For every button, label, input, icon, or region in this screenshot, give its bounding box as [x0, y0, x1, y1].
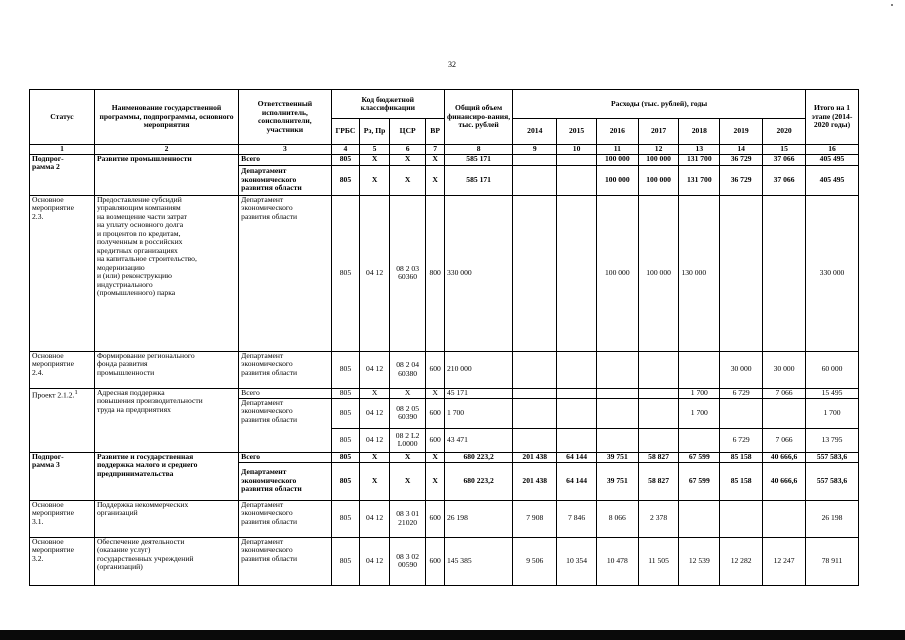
header-budget-code: Код бюджетной классификации	[331, 90, 444, 119]
year-cell: 8 066	[596, 500, 638, 537]
vr-cell: Х	[426, 388, 445, 398]
year-cell	[513, 195, 557, 351]
header-year: 2014	[513, 119, 557, 145]
year-cell: 30 000	[720, 351, 763, 388]
year-cell	[720, 398, 763, 428]
year-cell	[557, 165, 597, 195]
year-cell	[513, 388, 557, 398]
year-cell: 39 751	[596, 452, 638, 462]
column-number: 9	[513, 145, 557, 155]
stage-total-cell: 557 583,6	[806, 452, 859, 462]
header-status: Статус	[30, 90, 95, 145]
vr-cell: Х	[426, 452, 445, 462]
year-cell	[720, 500, 763, 537]
status-cell: Основное мероприятие 2.3.	[30, 195, 95, 351]
name-cell: Поддержка некоммерческих организаций	[94, 500, 238, 537]
grbs-cell: 805	[331, 398, 360, 428]
year-cell: 40 666,6	[763, 462, 806, 500]
year-cell: 6 729	[720, 388, 763, 398]
header-name: Наименование государственной программы, подпрограммы, основного мероприятия	[94, 90, 238, 145]
table-row	[30, 452, 859, 462]
year-cell	[763, 398, 806, 428]
year-cell: 100 000	[596, 154, 638, 165]
year-cell: 7 066	[763, 388, 806, 398]
column-number: 15	[763, 145, 806, 155]
status-cell	[30, 388, 95, 452]
header-year: 2019	[720, 119, 763, 145]
status-cell: Основное мероприятие 3.2.	[30, 537, 95, 585]
vr-cell: 600	[426, 351, 445, 388]
year-cell: 67 599	[679, 462, 720, 500]
year-cell	[513, 154, 557, 165]
year-cell: 7 066	[763, 428, 806, 452]
stage-total-cell: 330 000	[806, 195, 859, 351]
grbs-cell: 805	[331, 154, 360, 165]
csr-cell: Х	[389, 388, 425, 398]
column-number: 7	[426, 145, 445, 155]
total-cell: 680 223,2	[445, 452, 513, 462]
year-cell: 100 000	[596, 165, 638, 195]
vr-cell: 600	[426, 398, 445, 428]
total-cell: 45 171	[445, 388, 513, 398]
total-cell: 585 171	[445, 154, 513, 165]
csr-cell: 08 2 L2 L0000	[389, 428, 425, 452]
year-cell	[557, 351, 597, 388]
year-cell: 40 666,6	[763, 452, 806, 462]
column-number: 16	[806, 145, 859, 155]
vr-cell: Х	[426, 165, 445, 195]
year-cell: 100 000	[596, 195, 638, 351]
year-cell: 64 144	[557, 452, 597, 462]
total-cell: 1 700	[445, 398, 513, 428]
grbs-cell: 805	[331, 388, 360, 398]
rzpr-cell: Х	[360, 462, 390, 500]
table-row	[30, 537, 859, 585]
table-row	[30, 388, 859, 398]
year-cell	[679, 351, 720, 388]
year-cell: 131 700	[679, 165, 720, 195]
status-cell: Основное мероприятие 2.4.	[30, 351, 95, 388]
year-cell: 2 378	[638, 500, 679, 537]
name-cell: Развитие и государственная поддержка малого и среднего предпринимательства	[94, 452, 238, 500]
year-cell: 1 700	[679, 388, 720, 398]
stage-total-cell: 26 198	[806, 500, 859, 537]
year-cell	[557, 428, 597, 452]
grbs-cell: 805	[331, 452, 360, 462]
total-cell: 26 198	[445, 500, 513, 537]
stage-total-cell: 405 495	[806, 165, 859, 195]
executor-cell: Всего	[239, 388, 331, 398]
name-cell: Формирование регионального фонда развития промышленности	[94, 351, 238, 388]
name-cell: Предоставление субсидий управляющим компаниям на возмещение части затрат на уплату основного долга и процентов по кредитам, полученным в российских кредитных организациях на капитальное строительство, модернизацию и (или) реконструкцию индустриального (промышленного) парка	[94, 195, 238, 351]
column-number: 10	[557, 145, 597, 155]
column-number: 8	[445, 145, 513, 155]
vr-cell: 600	[426, 537, 445, 585]
year-cell: 100 000	[638, 154, 679, 165]
csr-cell: Х	[389, 452, 425, 462]
year-cell	[638, 388, 679, 398]
year-cell: 12 539	[679, 537, 720, 585]
column-number-row	[30, 145, 859, 155]
year-cell	[557, 154, 597, 165]
year-cell: 67 599	[679, 452, 720, 462]
column-number: 12	[638, 145, 679, 155]
budget-table	[29, 89, 859, 586]
executor-cell: Департамент экономического развития области	[239, 537, 331, 585]
header-grbs: ГРБС	[331, 119, 360, 145]
year-cell	[763, 500, 806, 537]
vr-cell: 600	[426, 500, 445, 537]
total-cell: 585 171	[445, 165, 513, 195]
year-cell: 1 700	[679, 398, 720, 428]
executor-cell: Департамент экономического развития области	[239, 351, 331, 388]
year-cell: 6 729	[720, 428, 763, 452]
year-cell: 58 827	[638, 462, 679, 500]
year-cell: 36 729	[720, 154, 763, 165]
column-number: 13	[679, 145, 720, 155]
rzpr-cell: 04 12	[360, 500, 390, 537]
table-row	[30, 351, 859, 388]
year-cell: 7 846	[557, 500, 597, 537]
column-number: 11	[596, 145, 638, 155]
executor-cell: Департамент экономического развития области	[239, 165, 331, 195]
year-cell	[763, 195, 806, 351]
year-cell	[513, 428, 557, 452]
rzpr-cell: 04 12	[360, 428, 390, 452]
year-cell: 37 066	[763, 165, 806, 195]
year-cell: 130 000	[679, 195, 720, 351]
stage-total-cell: 13 795	[806, 428, 859, 452]
year-cell: 10 354	[557, 537, 597, 585]
year-cell	[557, 398, 597, 428]
grbs-cell: 805	[331, 462, 360, 500]
table-row	[30, 195, 859, 351]
header-stage-total: Итого на 1 этапе (2014-2020 годы)	[806, 90, 859, 145]
stage-total-cell: 78 911	[806, 537, 859, 585]
year-cell	[638, 428, 679, 452]
year-cell: 201 438	[513, 462, 557, 500]
year-cell	[679, 500, 720, 537]
rzpr-cell: 04 12	[360, 537, 390, 585]
name-cell: Обеспечение деятельности (оказание услуг) государственных учреждений (организаций)	[94, 537, 238, 585]
vr-cell: Х	[426, 154, 445, 165]
csr-cell: 08 3 01 21020	[389, 500, 425, 537]
executor-cell: Департамент экономического развития области	[239, 195, 331, 351]
year-cell: 7 908	[513, 500, 557, 537]
year-cell: 10 478	[596, 537, 638, 585]
header-total: Общий объем финансиро-вания, тыс. рублей	[445, 90, 513, 145]
footnote-marker: 1	[74, 388, 78, 396]
name-cell: Развитие промышленности	[94, 154, 238, 195]
year-cell: 39 751	[596, 462, 638, 500]
vr-cell: 600	[426, 428, 445, 452]
year-cell: 9 506	[513, 537, 557, 585]
name-cell: Адресная поддержка повышения производительности труда на предприятиях	[94, 388, 238, 452]
column-number: 5	[360, 145, 390, 155]
rzpr-cell: 04 12	[360, 398, 390, 428]
header-row	[30, 90, 859, 119]
vr-cell: Х	[426, 462, 445, 500]
year-cell	[679, 428, 720, 452]
csr-cell: 08 2 05 60390	[389, 398, 425, 428]
year-cell: 131 700	[679, 154, 720, 165]
status-cell: Основное мероприятие 3.1.	[30, 500, 95, 537]
year-cell	[596, 351, 638, 388]
grbs-cell: 805	[331, 428, 360, 452]
year-cell	[557, 195, 597, 351]
year-cell	[513, 398, 557, 428]
year-cell: 30 000	[763, 351, 806, 388]
year-cell: 100 000	[638, 195, 679, 351]
rzpr-cell: Х	[360, 388, 390, 398]
status-cell: Подпрог- рамма 2	[30, 154, 95, 195]
stage-total-cell: 1 700	[806, 398, 859, 428]
scan-bottom-edge	[0, 630, 905, 640]
total-cell: 210 000	[445, 351, 513, 388]
executor-cell: Всего	[239, 452, 331, 462]
header-csr: ЦСР	[389, 119, 425, 145]
rzpr-cell: 04 12	[360, 351, 390, 388]
total-cell: 680 223,2	[445, 462, 513, 500]
table-row	[30, 500, 859, 537]
header-vr: ВР	[426, 119, 445, 145]
rzpr-cell: Х	[360, 452, 390, 462]
column-number: 4	[331, 145, 360, 155]
year-cell: 64 144	[557, 462, 597, 500]
year-cell: 12 282	[720, 537, 763, 585]
year-cell: 12 247	[763, 537, 806, 585]
header-year: 2016	[596, 119, 638, 145]
column-number: 1	[30, 145, 95, 155]
total-cell: 43 471	[445, 428, 513, 452]
grbs-cell: 805	[331, 165, 360, 195]
year-cell	[720, 195, 763, 351]
rzpr-cell: Х	[360, 154, 390, 165]
header-rzpr: Рз, Пр	[360, 119, 390, 145]
total-cell: 330 000	[445, 195, 513, 351]
executor-cell: Департамент экономического развития области	[239, 462, 331, 500]
year-cell	[638, 351, 679, 388]
year-cell	[638, 398, 679, 428]
column-number: 2	[94, 145, 238, 155]
total-cell: 145 385	[445, 537, 513, 585]
vr-cell: 800	[426, 195, 445, 351]
header-year: 2018	[679, 119, 720, 145]
executor-cell: Всего	[239, 154, 331, 165]
grbs-cell: 805	[331, 537, 360, 585]
year-cell	[513, 351, 557, 388]
year-cell: 85 158	[720, 452, 763, 462]
year-cell: 85 158	[720, 462, 763, 500]
stage-total-cell: 15 495	[806, 388, 859, 398]
stage-total-cell: 60 000	[806, 351, 859, 388]
header-year: 2015	[557, 119, 597, 145]
csr-cell: 08 3 02 00590	[389, 537, 425, 585]
column-number: 6	[389, 145, 425, 155]
rzpr-cell: 04 12	[360, 195, 390, 351]
year-cell: 58 827	[638, 452, 679, 462]
year-cell	[513, 165, 557, 195]
year-cell: 36 729	[720, 165, 763, 195]
stage-total-cell: 557 583,6	[806, 462, 859, 500]
header-expenses: Расходы (тыс. рублей), годы	[513, 90, 806, 119]
year-cell	[596, 388, 638, 398]
table-row	[30, 154, 859, 165]
csr-cell: Х	[389, 154, 425, 165]
grbs-cell: 805	[331, 351, 360, 388]
scan-speck	[891, 4, 893, 6]
project-status-label: Проект 2.1.2.	[32, 390, 75, 400]
header-year: 2020	[763, 119, 806, 145]
year-cell	[596, 428, 638, 452]
column-number: 3	[239, 145, 331, 155]
csr-cell: Х	[389, 462, 425, 500]
year-cell: 11 505	[638, 537, 679, 585]
grbs-cell: 805	[331, 500, 360, 537]
column-number: 14	[720, 145, 763, 155]
stage-total-cell: 405 495	[806, 154, 859, 165]
csr-cell: 08 2 03 60360	[389, 195, 425, 351]
status-cell: Подпрог- рамма 3	[30, 452, 95, 500]
csr-cell: 08 2 04 60380	[389, 351, 425, 388]
rzpr-cell: Х	[360, 165, 390, 195]
executor-cell: Департамент экономического развития области	[239, 500, 331, 537]
csr-cell: Х	[389, 165, 425, 195]
header-executor: Ответственный исполнитель, соисполнители, участники	[239, 90, 331, 145]
year-cell: 37 066	[763, 154, 806, 165]
grbs-cell: 805	[331, 195, 360, 351]
year-cell	[596, 398, 638, 428]
year-cell	[557, 388, 597, 398]
header-year: 2017	[638, 119, 679, 145]
executor-cell: Департамент экономического развития области	[239, 398, 331, 452]
year-cell: 201 438	[513, 452, 557, 462]
page-number: 32	[448, 60, 456, 69]
year-cell: 100 000	[638, 165, 679, 195]
